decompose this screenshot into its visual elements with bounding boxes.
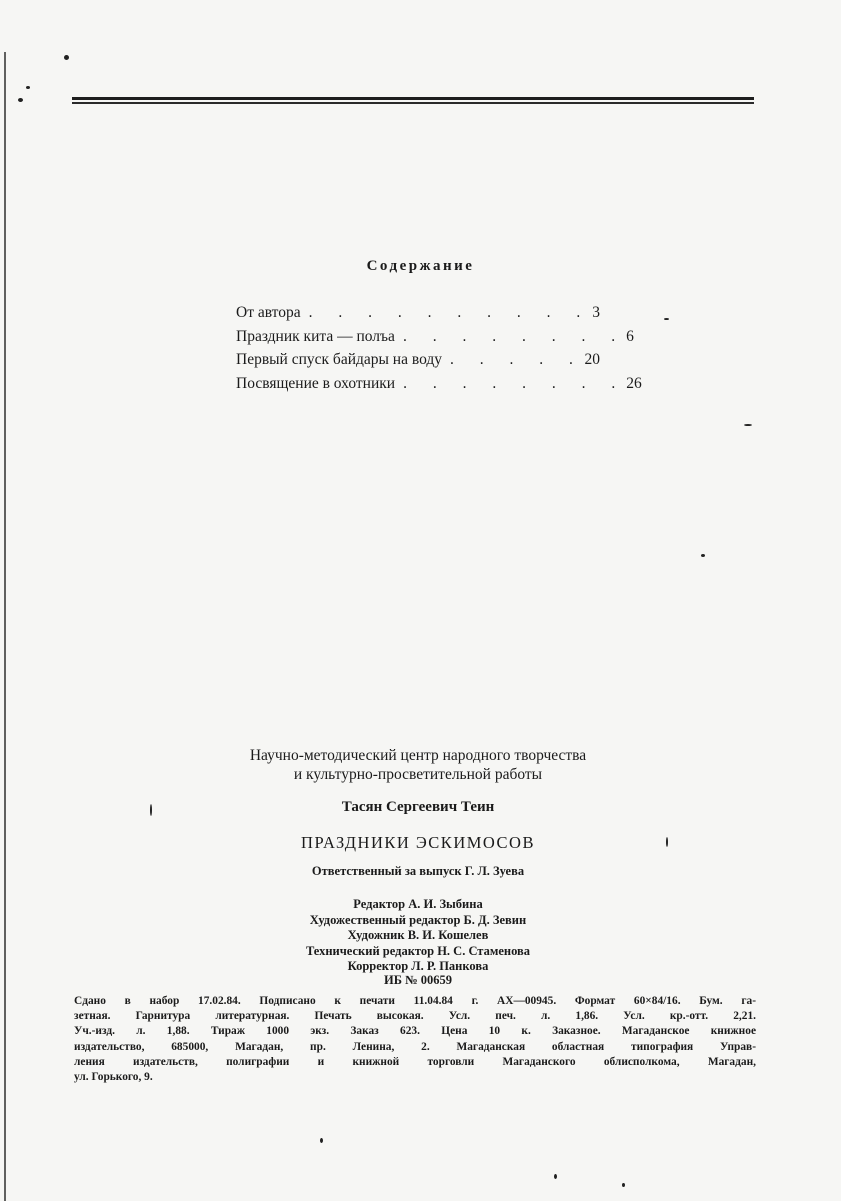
scan-speck: [150, 804, 152, 816]
toc-entry-label: Праздник кита — полъа: [236, 327, 395, 345]
colophon-line: Сдано в набор 17.02.84. Подписано к печати 11.04.84 г. АХ—00945. Формат 60×84/16. Бум. га-: [74, 995, 756, 1007]
top-rule-thin: [72, 102, 754, 104]
colophon-line: ления издательств, полиграфии и книжной торговли Магаданского облисполкома, Магадан,: [74, 1055, 756, 1068]
page-edge-line: [4, 52, 6, 1201]
credit-line: Корректор Л. Р. Панкова: [347, 959, 489, 973]
publisher-line-1: Научно-методический центр народного творчества: [249, 747, 587, 764]
toc-title: Содержание: [366, 258, 475, 274]
book-title: ПРАЗДНИКИ ЭСКИМОСОВ: [301, 833, 535, 852]
toc-leader-dots: . . . . . . . .: [403, 374, 627, 392]
toc-leader-dots: . . . . .: [450, 351, 584, 368]
toc-leader-dots: . . . . . . . . . .: [308, 304, 592, 321]
table-of-contents: [236, 304, 642, 398]
toc-entry: [236, 304, 600, 328]
top-rule: [72, 97, 754, 100]
colophon-line: издательство, 685000, Магадан, пр. Ленина, 2. Магаданская областная типография Управ-: [74, 1040, 756, 1053]
toc-entry: [236, 351, 600, 375]
toc-entry: [236, 327, 634, 352]
scan-speck: [622, 1183, 625, 1187]
scan-speck: [26, 86, 30, 89]
colophon-line: Уч.-изд. л. 1,88. Тираж 1000 экз. Заказ 623. Цена 10 к. Заказное. Магаданское книжное: [74, 1025, 756, 1038]
credits-list: [0, 897, 836, 975]
colophon-line: ул. Горького, 9.: [74, 1071, 153, 1084]
toc-leader-dots: . . . . . . . .: [402, 327, 627, 345]
credit-line: Редактор А. И. Зыбина: [353, 897, 483, 911]
author-name: Тасян Сергеевич Теин: [341, 799, 495, 815]
credit-line: Технический редактор Н. С. Стаменова: [305, 943, 531, 958]
toc-entry-page: 20: [584, 351, 600, 368]
toc-entry-page: 3: [592, 304, 600, 321]
toc-entry-label: Посвящение в охотники: [236, 374, 396, 392]
toc-entry: [236, 374, 642, 399]
ib-number: ИБ № 00659: [383, 973, 453, 987]
scan-speck: [320, 1138, 323, 1143]
scan-speck: [554, 1174, 557, 1179]
scan-speck: [664, 318, 669, 320]
scan-speck: [64, 55, 69, 60]
toc-entry-label: От автора: [236, 304, 301, 321]
scan-speck: [666, 837, 668, 847]
scan-speck: [701, 554, 705, 557]
credit-line: Художественный редактор Б. Д. Зевин: [309, 912, 527, 927]
colophon: [74, 994, 756, 1085]
toc-entry-page: 6: [626, 327, 634, 345]
credit-line: Художник В. И. Кошелев: [347, 928, 489, 942]
publisher-line-2: и культурно-просветительной работы: [293, 766, 543, 783]
responsible-editor: Ответственный за выпуск Г. Л. Зуева: [311, 864, 525, 878]
toc-entry-label: Первый спуск байдары на воду: [236, 351, 443, 368]
scan-speck: [18, 98, 23, 102]
toc-entry-page: 26: [626, 374, 642, 392]
colophon-line: зетная. Гарнитура литературная. Печать высокая. Усл. печ. л. 1,86. Усл. кр.-отт. 2,21.: [74, 1010, 756, 1023]
scan-speck: [744, 424, 752, 426]
